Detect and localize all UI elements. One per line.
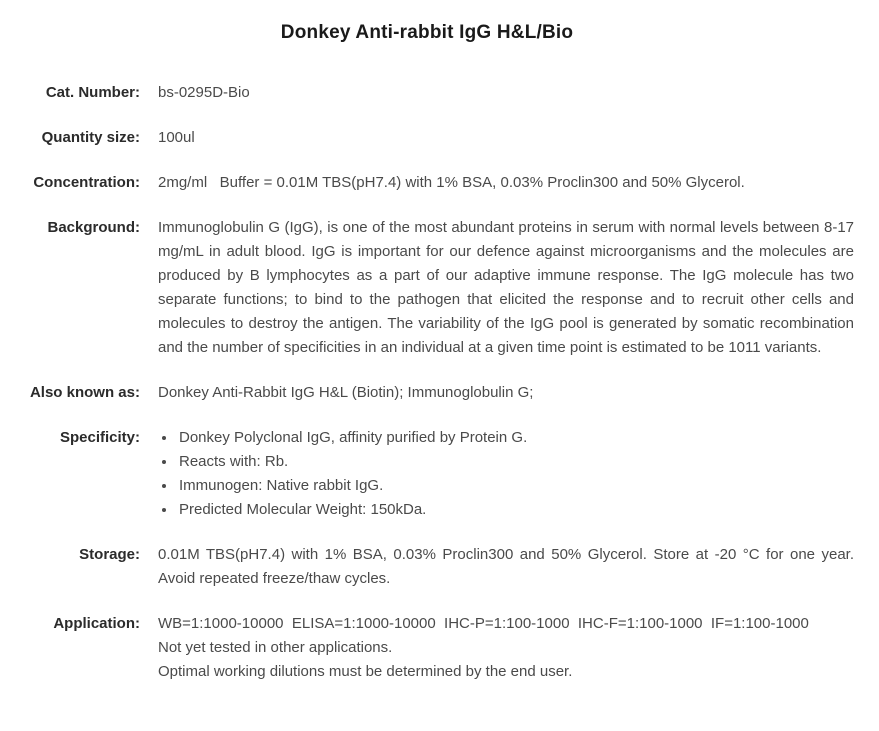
field-row-concentration [0,171,854,195]
field-value-background: Immunoglobulin G (IgG), is one of the most abundant proteins in serum with normal levels between 8-17 mg/mL in adult blood. IgG is important for our defence against microorganisms and the molecules are produced by B lymphocytes as a part of our adaptive immune response. The IgG molecule has two separate functions; to bind to the pathogen that elicited the response and to recruit other cells and molecules to destroy the antigen. The variability of the IgG pool is generated by somatic recombination and the number of specificities in an individual at a given time point is estimated to be 1011 variants. [158,219,854,356]
field-row-quantity-size [0,126,854,150]
field-row-application [0,612,854,684]
field-label-storage: Storage: [79,546,140,563]
field-label-concentration: Concentration: [33,174,140,191]
list-item-molecular-weight: • Predicted Molecular Weight: 150kDa. [177,498,854,522]
field-row-cat-number [0,81,854,105]
application-dilutions-line: WB=1:1000-10000 ELISA=1:1000-10000 IHC-P=1:100-1000 IHC-F=1:100-1000 IF=1:100-1000 [158,615,809,632]
field-value-application [158,612,854,684]
field-row-specificity [0,426,854,522]
field-label-background: Background: [47,219,140,236]
field-label-application: Application: [53,615,140,632]
application-note-line: Not yet tested in other applications. [158,639,393,656]
list-item-clonality: • Donkey Polyclonal IgG, affinity purified by Protein G. [177,426,854,450]
field-value-concentration: 2mg/ml Buffer = 0.01M TBS(pH7.4) with 1% BSA, 0.03% Proclin300 and 50% Glycerol. [158,174,745,191]
field-label-quantity-size: Quantity size: [41,129,140,146]
field-label-also-known-as: Also known as: [29,384,140,401]
field-row-background [0,216,854,360]
field-value-storage: 0.01M TBS(pH7.4) with 1% BSA, 0.03% Proclin300 and 50% Glycerol. Store at -20 °C for one year. Avoid repeated freeze/thaw cycles. [158,546,854,587]
field-label-specificity: Specificity: [59,429,140,446]
field-row-storage [0,543,854,591]
page-title: Donkey Anti-rabbit IgG H&L/Bio [280,22,574,43]
field-row-also-known-as [0,381,854,405]
list-item-reactivity: • Reacts with: Rb. [177,450,854,474]
list-item-immunogen: • Immunogen: Native rabbit IgG. [177,474,854,498]
field-value-quantity-size: 100ul [158,129,195,146]
field-label-cat-number: Cat. Number: [45,84,140,101]
application-disclaimer-line: Optimal working dilutions must be determined by the end user. [158,663,573,680]
field-value-also-known-as: Donkey Anti-Rabbit IgG H&L (Biotin); Immunoglobulin G; [158,384,534,401]
specificity-list [160,426,854,522]
field-value-specificity [158,426,854,522]
field-value-cat-number: bs-0295D-Bio [158,84,250,101]
